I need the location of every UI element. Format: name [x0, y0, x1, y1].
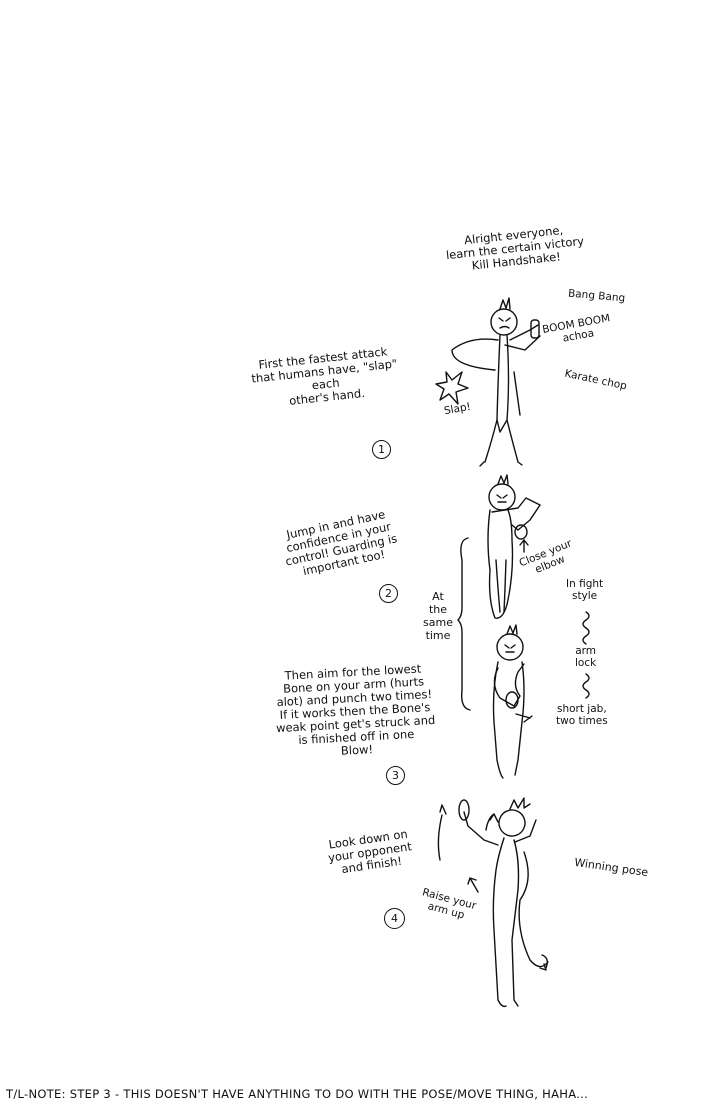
sfx-karate-chop: Karate chop	[563, 367, 628, 393]
step-3-instruction: Then aim for the lowest Bone on your arm (hurts alot) and punch two times! If it works then the Bone's weak point get's struck and is finished off in one Blow!	[275, 661, 436, 758]
short-jab-label: short jab, two times	[556, 703, 608, 727]
fight-style-label: In fight style	[566, 578, 604, 602]
step-number-3: 3	[386, 766, 405, 785]
step-number-1: 1	[372, 440, 391, 459]
figure-1-slap-pose	[452, 298, 540, 466]
same-time-label: At the same time	[423, 590, 453, 642]
raise-arm-arrow	[468, 878, 478, 892]
arm-lock-label: arm lock	[575, 645, 597, 669]
sfx-bang: Bang Bang	[567, 287, 626, 305]
motion-arrow	[540, 955, 547, 970]
step-4-instruction: Look down on your opponent and finish!	[327, 826, 413, 877]
sfx-slap: Slap!	[443, 400, 472, 418]
figure-2-guard-pose	[488, 475, 540, 618]
raise-arrow	[438, 805, 446, 860]
squiggle-connector	[583, 674, 589, 698]
intro-text: Alright everyone, learn the certain victory Kill Handshake!	[445, 222, 585, 273]
squiggle-connector	[583, 612, 589, 644]
same-time-bracket	[458, 538, 470, 710]
sfx-boom: BOOM BOOM achoa	[541, 312, 612, 345]
step-2-instruction: Jump in and have confidence in your control! Guarding is important too!	[284, 507, 399, 579]
slap-star-effect	[436, 372, 468, 404]
translator-note: T/L-NOTE: STEP 3 - THIS DOESN'T HAVE ANYTHING TO DO WITH THE POSE/MOVE THING, HAHA...	[6, 1087, 589, 1101]
step-1-instruction: First the fastest attack that humans have, "slap" each other's hand.	[250, 344, 398, 408]
close-elbow-label: Close your elbow	[517, 537, 574, 576]
motion-arrow	[486, 814, 498, 830]
winning-pose-label: Winning pose	[573, 855, 649, 880]
step-number-2: 2	[379, 584, 398, 603]
close-elbow-arrow	[520, 540, 528, 552]
step-number-4: 4	[384, 908, 405, 929]
raise-arm-label: Raise your arm up	[420, 886, 478, 922]
figure-3-punch-pose	[494, 625, 533, 778]
